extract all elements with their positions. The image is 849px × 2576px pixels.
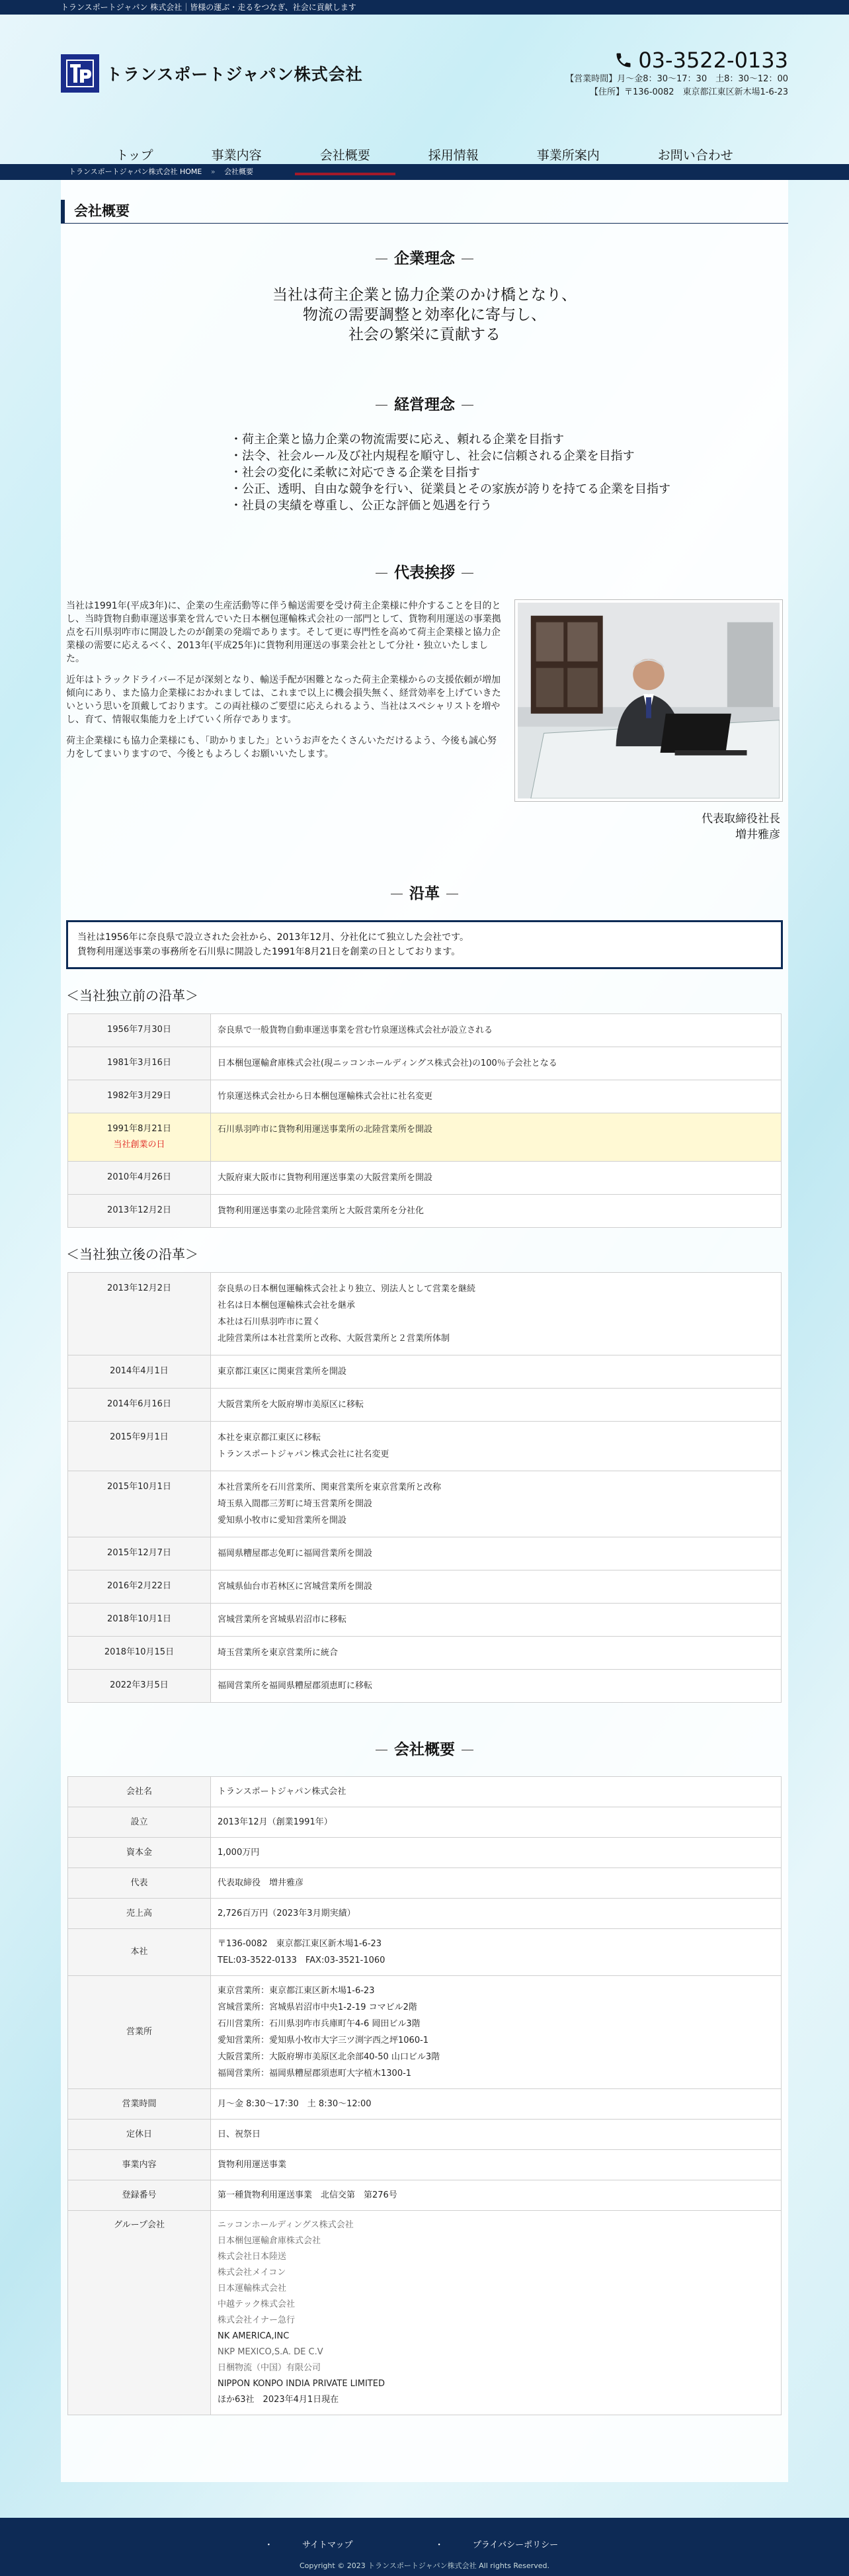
history-date xyxy=(68,1047,211,1080)
overview-label: 代表 xyxy=(68,1868,211,1899)
overview-value xyxy=(211,2180,782,2211)
breadcrumb-separator: » xyxy=(210,167,216,176)
overview-row xyxy=(68,1976,782,2089)
history-after-table xyxy=(67,1272,782,1703)
overview-row-group xyxy=(68,2211,782,2415)
history-event-line: 宮城営業所を宮城県岩沼市に移転 xyxy=(218,1615,347,1625)
history-date-text: 2013年12月2日 xyxy=(107,1205,171,1215)
history-event xyxy=(211,1604,782,1637)
history-event xyxy=(211,1422,782,1471)
history-event-line: 奈良県の日本梱包運輸株式会社より独立、別法人として営業を継続 xyxy=(218,1284,476,1294)
overview-value xyxy=(211,2150,782,2180)
history-event xyxy=(211,1273,782,1355)
history-row xyxy=(68,1047,782,1080)
history-event xyxy=(211,1389,782,1422)
overview-value-line: 代表取締役 増井雅彦 xyxy=(218,1878,304,1888)
greeting-heading: 代表挨拶 xyxy=(61,560,788,582)
history-date-text: 2015年12月7日 xyxy=(107,1548,171,1558)
history-date xyxy=(68,1113,211,1162)
history-date xyxy=(68,1471,211,1537)
history-event-line: 竹泉運送株式会社から日本梱包運輸株式会社に社名変更 xyxy=(218,1092,433,1101)
history-date-text: 1956年7月30日 xyxy=(107,1025,171,1035)
history-event xyxy=(211,1047,782,1080)
overview-row xyxy=(68,2150,782,2180)
breadcrumb-current: 会社概要 xyxy=(224,167,254,176)
history-event-line: 社名は日本梱包運輸株式会社を継承 xyxy=(218,1301,356,1310)
page-title: 会社概要 xyxy=(61,200,788,224)
history-row xyxy=(68,1162,782,1195)
keiei-item: ・社会の変化に柔軟に対応できる企業を目指す xyxy=(230,466,480,480)
overview-label: 営業所 xyxy=(68,1976,211,2089)
history-date-text: 1982年3月29日 xyxy=(107,1091,171,1101)
overview-value xyxy=(211,1868,782,1899)
history-row xyxy=(68,1080,782,1113)
overview-value xyxy=(211,1838,782,1868)
overview-label: 営業時間 xyxy=(68,2089,211,2120)
footer-sitemap-link[interactable]: ・ サイトマップ xyxy=(264,2540,353,2550)
history-date-text: 2018年10月15日 xyxy=(104,1647,175,1657)
history-event-line: 本社を東京都江東区に移転 xyxy=(218,1433,321,1443)
history-date xyxy=(68,1570,211,1604)
footer-privacy-link[interactable]: ・ プライバシーポリシー xyxy=(434,2540,559,2550)
history-date-text: 1981年3月16日 xyxy=(107,1058,171,1068)
overview-row xyxy=(68,1899,782,1929)
overview-value xyxy=(211,1899,782,1929)
history-before-table xyxy=(67,1013,782,1228)
keiei-item: ・社員の実績を尊重し、公正な評価と処遇を行う xyxy=(230,499,492,513)
overview-value-line: 1,000万円 xyxy=(218,1848,260,1858)
history-date xyxy=(68,1162,211,1195)
history-event-line: 愛知県小牧市に愛知営業所を開設 xyxy=(218,1516,347,1525)
top-bar xyxy=(0,0,849,15)
overview-value-line: 日、祝祭日 xyxy=(218,2129,261,2139)
nav-offices[interactable]: 事業所案内 xyxy=(536,148,600,163)
keiei-item: ・公正、透明、自由な競争を行い、従業員とその家族が誇りを持てる企業を目指す xyxy=(230,482,670,496)
group-company-item: 株式会社メイコン xyxy=(218,2268,286,2278)
history-event-line: 埼玉営業所を東京営業所に統合 xyxy=(218,1648,339,1658)
keiei-item: ・荷主企業と協力企業の物流需要に応え、頼れる企業を目指す xyxy=(230,433,565,447)
greeting-block xyxy=(61,599,788,802)
overview-row xyxy=(68,1929,782,1976)
nav-recruit[interactable]: 採用情報 xyxy=(428,148,479,163)
founding-day-label: 当社創業の日 xyxy=(113,1140,165,1150)
nav-company[interactable]: 会社概要 xyxy=(295,146,395,175)
history-event xyxy=(211,1162,782,1195)
history-row xyxy=(68,1670,782,1703)
overview-label: 事業内容 xyxy=(68,2150,211,2180)
copyright: Copyright © 2023 トランスポートジャパン株式会社 All rights Reserved. xyxy=(299,2561,550,2570)
overview-value xyxy=(211,1777,782,1807)
phone-number[interactable] xyxy=(565,48,788,73)
history-event-line: トランスポートジャパン株式会社に社名変更 xyxy=(218,1449,389,1459)
overview-label: 設立 xyxy=(68,1807,211,1838)
president-title: 代表取締役社長 xyxy=(702,812,780,826)
overview-value xyxy=(211,1807,782,1838)
nav-contact[interactable]: お問い合わせ xyxy=(657,148,733,163)
main-content xyxy=(61,180,788,2482)
overview-value-line: TEL:03-3522-0133 FAX:03-3521-1060 xyxy=(218,1955,385,1965)
history-event xyxy=(211,1670,782,1703)
history-event-line: 北陸営業所は本社営業所と改称、大阪営業所と２営業所体制 xyxy=(218,1334,450,1344)
overview-value-line: 2013年12月（創業1991年） xyxy=(218,1817,333,1827)
history-event-line: 日本梱包運輸倉庫株式会社(現ニッコンホールディングス株式会社)の100％子会社となる xyxy=(218,1058,557,1068)
history-event-line: 宮城県仙台市若林区に宮城営業所を開設 xyxy=(218,1582,373,1592)
history-row xyxy=(68,1537,782,1570)
history-event-line: 福岡県糟屋郡志免町に福岡営業所を開設 xyxy=(218,1549,373,1559)
main-nav xyxy=(0,146,849,175)
company-name: トランスポートジャパン株式会社 xyxy=(106,65,363,84)
overview-label: 売上高 xyxy=(68,1899,211,1929)
overview-value-line: 石川営業所：石川県羽咋市兵庫町午4-6 岡田ビル3階 xyxy=(218,2019,421,2029)
group-company-item: ニッコンホールディングス株式会社 xyxy=(218,2220,354,2230)
history-row xyxy=(68,1471,782,1537)
overview-label: 資本金 xyxy=(68,1838,211,1868)
history-row xyxy=(68,1422,782,1471)
overview-value-line: 福岡営業所：福岡県糟屋郡須恵町大字植木1300-1 xyxy=(218,2069,412,2079)
overview-value-line: 月〜金 8:30〜17:30 土 8:30〜12:00 xyxy=(218,2099,372,2109)
history-date xyxy=(68,1273,211,1355)
history-event-line: 本社営業所を石川営業所、関東営業所を東京営業所と改称 xyxy=(218,1482,442,1492)
history-date-text: 2022年3月5日 xyxy=(110,1680,169,1690)
history-event xyxy=(211,1537,782,1570)
overview-value-line: 〒136-0082 東京都江東区新木場1-6-23 xyxy=(218,1939,382,1949)
history-date xyxy=(68,1670,211,1703)
overview-label: 定休日 xyxy=(68,2120,211,2150)
history-event xyxy=(211,1195,782,1228)
company-overview-table xyxy=(67,1776,782,2415)
overview-row xyxy=(68,2120,782,2150)
history-row xyxy=(68,1355,782,1389)
group-company-item: 株式会社日本陸送 xyxy=(218,2252,287,2262)
overview-row xyxy=(68,2180,782,2211)
keiei-item: ・法令、社会ルール及び社内規程を順守し、社会に信頼される企業を目指す xyxy=(230,449,635,463)
site-header xyxy=(0,15,849,164)
overview-row xyxy=(68,1807,782,1838)
group-company-item: 株式会社イナー急行 xyxy=(218,2315,296,2325)
history-event-line: 東京都江東区に関東営業所を開設 xyxy=(218,1367,347,1377)
overview-value xyxy=(211,2120,782,2150)
history-date xyxy=(68,1637,211,1670)
overview-value xyxy=(211,1929,782,1976)
overview-row xyxy=(68,1777,782,1807)
group-company-item: 日梱物流（中国）有限公司 xyxy=(218,2363,321,2373)
overview-value xyxy=(211,2089,782,2120)
top-bar-text: トランスポートジャパン 株式会社｜皆様の運ぶ・走るをつなぎ、社会に貢献します xyxy=(61,3,356,12)
history-row xyxy=(68,1604,782,1637)
gaiyo-heading: 会社概要 xyxy=(61,1737,788,1759)
overview-value-line: 宮城営業所：宮城県岩沼市中央1-2-19 コマビル2階 xyxy=(218,2002,417,2012)
history-date-text: 2013年12月2日 xyxy=(107,1283,171,1293)
history-row xyxy=(68,1014,782,1047)
keiei-heading: 経営理念 xyxy=(61,392,788,414)
history-date xyxy=(68,1355,211,1389)
history-date-text: 2015年10月1日 xyxy=(107,1482,171,1492)
history-row xyxy=(68,1637,782,1670)
history-event xyxy=(211,1637,782,1670)
overview-row xyxy=(68,1868,782,1899)
overview-value-line: 東京営業所：東京都江東区新木場1-6-23 xyxy=(218,1986,375,1996)
history-row xyxy=(68,1273,782,1355)
history-event xyxy=(211,1570,782,1604)
history-date xyxy=(68,1080,211,1113)
history-event xyxy=(211,1080,782,1113)
overview-value-line: 愛知営業所：愛知県小牧市大字三ツ渕字西之坪1060-1 xyxy=(218,2036,429,2045)
group-company-item: 日本梱包運輸倉庫株式会社 xyxy=(218,2236,321,2246)
logo[interactable] xyxy=(61,54,363,93)
phone-icon xyxy=(614,51,633,69)
group-company-item: 日本運輸株式会社 xyxy=(218,2284,287,2294)
overview-label: 登録番号 xyxy=(68,2180,211,2211)
business-hours: 【営業時間】月〜金8：30〜17：30 土8：30〜12：00 xyxy=(565,74,788,84)
overview-label: グループ会社 xyxy=(68,2211,211,2415)
president-photo xyxy=(514,599,783,802)
history-row xyxy=(68,1570,782,1604)
history-event-line: 石川県羽咋市に貨物利用運送事業所の北陸営業所を開設 xyxy=(218,1125,433,1135)
enkaku-heading: 沿革 xyxy=(61,881,788,903)
footer-links xyxy=(0,2538,849,2550)
history-date-text: 2016年2月22日 xyxy=(107,1581,171,1591)
rinen-text: 当社は荷主企業と協力企業のかけ橋となり、 物流の需要調整と効率化に寄与し、 社会の繁栄に貢献する xyxy=(272,286,577,343)
site-footer xyxy=(0,2518,849,2576)
contact-info xyxy=(565,48,788,99)
history-event-line: 本社は石川県羽咋市に置く xyxy=(218,1317,321,1327)
history-after-heading: ＜当社独立後の沿革＞ xyxy=(66,1246,198,1262)
history-date-text: 2014年4月1日 xyxy=(110,1366,169,1376)
history-date xyxy=(68,1537,211,1570)
history-event xyxy=(211,1471,782,1537)
history-date-text: 2010年4月26日 xyxy=(107,1172,171,1182)
overview-row xyxy=(68,2089,782,2120)
history-row xyxy=(68,1195,782,1228)
history-date-text: 1991年8月21日 xyxy=(107,1124,171,1134)
president-name: 増井雅彦 xyxy=(735,828,780,841)
history-event-line: 大阪営業所を大阪府堺市美原区に移転 xyxy=(218,1400,364,1410)
history-event xyxy=(211,1113,782,1162)
history-date-text: 2018年10月1日 xyxy=(107,1614,171,1624)
group-company-list xyxy=(211,2211,782,2415)
history-before-heading: ＜当社独立前の沿革＞ xyxy=(66,988,198,1004)
rinen-heading: 企業理念 xyxy=(61,246,788,268)
history-date-text: 2015年9月1日 xyxy=(110,1432,169,1442)
history-date xyxy=(68,1604,211,1637)
overview-value-line: 大阪営業所：大阪府堺市美原区北余部40-50 山口ビル3階 xyxy=(218,2052,440,2062)
history-date xyxy=(68,1389,211,1422)
history-event-line: 福岡営業所を福岡県糟屋郡須恵町に移転 xyxy=(218,1681,373,1691)
history-date-text: 2014年6月16日 xyxy=(107,1399,171,1409)
history-row xyxy=(68,1389,782,1422)
company-logo-icon xyxy=(61,54,99,93)
overview-value-line: トランスポートジャパン株式会社 xyxy=(218,1787,346,1797)
president-signature xyxy=(61,811,788,843)
history-date xyxy=(68,1195,211,1228)
overview-value xyxy=(211,1976,782,2089)
phone-text: 03-3522-0133 xyxy=(638,48,788,73)
nav-business[interactable]: 事業内容 xyxy=(211,148,262,163)
nav-top[interactable]: トップ xyxy=(116,148,153,163)
group-company-item: ほか63社 2023年4月1日現在 xyxy=(218,2395,339,2405)
keiei-list xyxy=(160,431,689,514)
overview-value-line: 第一種貨物利用運送事業 北信交第 第276号 xyxy=(218,2190,397,2200)
overview-row xyxy=(68,1838,782,1868)
history-note: 当社は1956年に奈良県で設立された会社から、2013年12月、分社化にて独立した会社です。 貨物利用運送事業の事務所を石川県に開設した1991年8月21日を創業の日としております。 xyxy=(66,920,783,969)
history-event-line: 貨物利用運送事業の北陸営業所と大阪営業所を分社化 xyxy=(218,1206,425,1216)
history-event-line: 大阪府東大阪市に貨物利用運送事業の大阪営業所を開設 xyxy=(218,1173,433,1183)
history-event xyxy=(211,1355,782,1389)
history-event-line: 埼玉県入間郡三芳町に埼玉営業所を開設 xyxy=(218,1499,373,1509)
overview-label: 本社 xyxy=(68,1929,211,1976)
group-company-item: 中越テック株式会社 xyxy=(218,2299,296,2309)
overview-value-line: 2,726百万円（2023年3月期実績） xyxy=(218,1909,356,1918)
group-company-item: NKP MEXICO,S.A. DE C.V xyxy=(218,2347,323,2357)
group-company-item: NK AMERICA,INC xyxy=(218,2331,290,2341)
history-date xyxy=(68,1422,211,1471)
history-date xyxy=(68,1014,211,1047)
greeting-text: 当社は1991年(平成3年)に、企業の生産活動等に伴う輸送需要を受け荷主企業様に仲介することを目的とし、当時貨物自動車運送事業を営んでいた日本梱包運輸株式会社の一部門として、貨物利用運送の事業拠点を石川県羽咋市に開設したのが創業の発端であります。そして更に専門性を高めて荷主企業様と協力企業様の需要に応えるべく、2013年(平成25年)に貨物利用運送の事業会社として分社・独立いたしました。 近年はトラックドライバー不足が深刻となり、輸送手配が困難となった荷主企業様からの支援依頼が増加傾向にあり、また協力企業様におかれましては、これまで以上に機会損失無く、経営効率を上げていきたいという思いを頂戴しております。この両社様のご要望に応えられるよう、当社はスペシャリストを増やし、育て、情報収集能力を上げていく所存であります。 荷主企業様にも協力企業様にも、「助かりました」というお声をたくさんいただけるよう、今後も誠心努力をしてまいりますので、今後ともよろしくお願いいたします。 xyxy=(66,601,501,759)
group-company-item: NIPPON KONPO INDIA PRIVATE LIMITED xyxy=(218,2379,385,2389)
history-row xyxy=(68,1113,782,1162)
overview-label: 会社名 xyxy=(68,1777,211,1807)
overview-value-line: 貨物利用運送事業 xyxy=(218,2160,287,2170)
history-event-line: 奈良県で一般貨物自動車運送事業を営む竹泉運送株式会社が設立される xyxy=(218,1025,493,1035)
header-address: 【住所】〒136-0082 東京都江東区新木場1-6-23 xyxy=(589,87,788,97)
history-event xyxy=(211,1014,782,1047)
breadcrumb-home[interactable]: トランスポートジャパン株式会社 HOME xyxy=(69,167,202,176)
